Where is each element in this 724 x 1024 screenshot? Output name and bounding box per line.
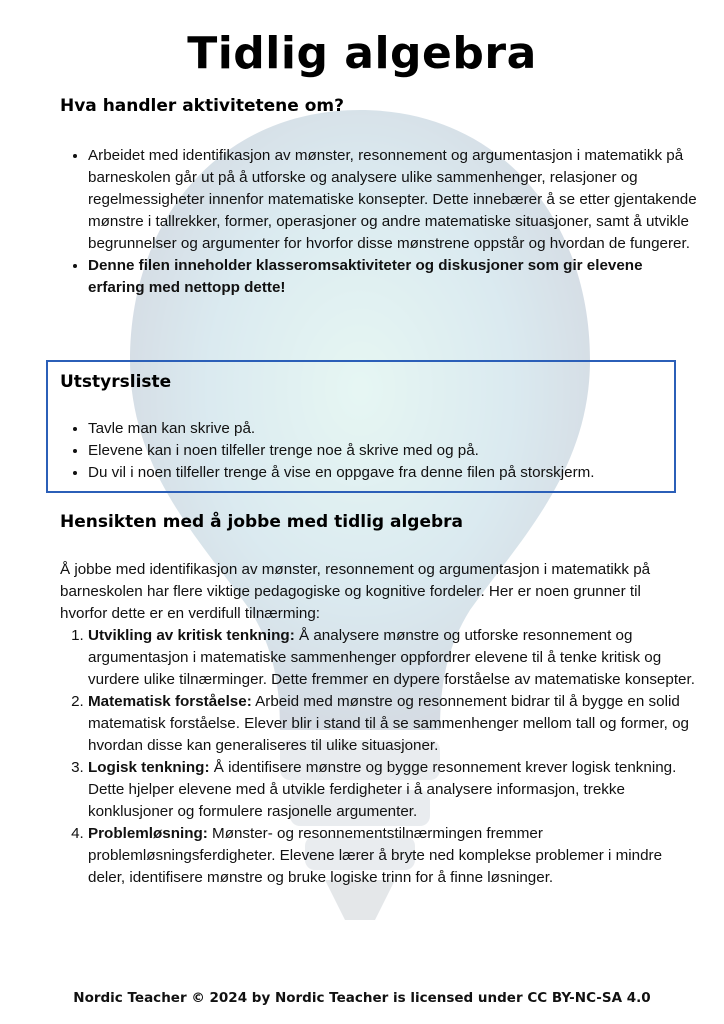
equipment-box (46, 360, 676, 493)
list-item (88, 625, 700, 691)
section-heading-activities: Hva handler aktivitetene om? (60, 96, 344, 116)
equipment-list (60, 418, 688, 484)
reason-text: Arbeid med mønstre og resonnement bidrar til å bygge en solid matematisk forståelse. Elever blir i stand til å se sammenhenger mellom tall og former, og hvordan disse kan generaliseres til ulike situasjoner. (88, 693, 689, 754)
reason-text: Å identifisere mønstre og bygge resonnement krever logisk tenkning. Dette hjelper elevene med å utvikle ferdigheter i å analysere informasjon, trekke konklusjoner og formulere rasjonelle argumenter. (88, 759, 677, 820)
reasons-list (60, 625, 700, 889)
list-item: • Denne filen inneholder klasseromsaktiviteter og diskusjoner som gir elevene erfaring med nettopp dette! (88, 255, 700, 299)
equipment-heading: Utstyrsliste (60, 372, 172, 392)
list-item (88, 823, 700, 889)
reason-text: Å analysere mønstre og utforske resonnement og argumentasjon i matematiske sammenhenger oppfordrer elevene til å tenke kritisk og vurdere ulike tilnærminger. Dette fremmer en dypere forståelse av matematiske konsepter. (88, 627, 695, 688)
reason-title: Logisk tenkning: (88, 759, 210, 776)
list-item: • Elevene kan i noen tilfeller trenge noe å skrive med og på. (88, 440, 688, 462)
purpose-heading: Hensikten med å jobbe med tidlig algebra (60, 512, 464, 532)
list-item (88, 691, 700, 757)
list-item (88, 757, 700, 823)
reason-title: Problemløsning: (88, 825, 208, 842)
reason-title: Utvikling av kritisk tenkning: (88, 627, 295, 644)
page-title: Tidlig algebra (187, 28, 537, 79)
list-item: • Arbeidet med identifikasjon av mønster, resonnement og argumentasjon i matematikk på barneskolen går ut på å utforske og analysere ulike sammenhenger, relasjoner og regelmessigheter innenfor matematiske konsepter. Dette innebærer å se etter gjentakende mønstre i tallrekker, former, operasjoner og andre matematiske situasjoner, samt å utvikle begrunnelser og argumenter for hvorfor disse mønstrene oppstår og hvordan de fungerer. (88, 145, 700, 255)
list-item: • Tavle man kan skrive på. (88, 418, 688, 440)
list-item: • Du vil i noen tilfeller trenge å vise en oppgave fra denne filen på storskjerm. (88, 462, 688, 484)
reason-text: Mønster- og resonnementstilnærmingen fremmer problemløsningsferdigheter. Elevene lærer å bryte ned komplekse problemer i mindre deler, identifisere mønstre og bruke logiske trinn for å finne løsninger. (88, 825, 663, 886)
purpose-intro: Å jobbe med identifikasjon av mønster, resonnement og argumentasjon i matematikk på barneskolen har flere viktige pedagogiske og kognitive fordeler. Her er noen grunner til hvorfor dette er en verdifull tilnærming: (60, 561, 651, 622)
reason-title: Matematisk forståelse: (88, 693, 252, 710)
activities-list (60, 145, 700, 299)
license-footer: Nordic Teacher © 2024 by Nordic Teacher is licensed under CC BY-NC-SA 4.0 (73, 990, 651, 1006)
